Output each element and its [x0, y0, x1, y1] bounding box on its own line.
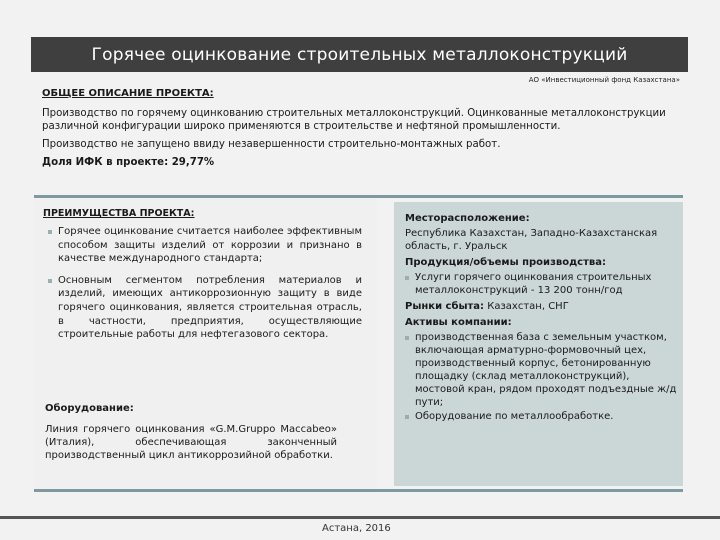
markets-text: Казахстан, СНГ — [487, 301, 569, 312]
overview-paragraph: Производство по горячему оцинкованию строительных металлоконструкций. Оцинкованные металлоконструкции различной конфигурации широко применяются в строительстве и нефтяной промышленности. — [42, 108, 666, 132]
footer-divider — [0, 516, 720, 519]
bullet-icon — [48, 279, 52, 283]
assets-heading: Активы компании: — [405, 317, 512, 328]
list-item — [405, 331, 677, 409]
organization-label: АО «Инвестиционный фонд Казахстана» — [528, 76, 680, 84]
list-item — [48, 274, 362, 342]
equipment-heading: Оборудование: — [45, 403, 134, 414]
markets-line — [405, 300, 677, 313]
overview-description — [42, 107, 682, 174]
list-item — [405, 410, 677, 423]
details-content — [405, 210, 677, 426]
products-list — [405, 271, 677, 297]
divider — [34, 195, 683, 198]
list-item-text: Горячее оцинкование считается наиболее эффективным способом защиты изделий от коррозии и признано в качестве международного стандарта; — [58, 226, 362, 265]
page-title — [31, 37, 688, 72]
footer-text: Астана, 2016 — [322, 523, 391, 534]
list-item-text: производственная база с земельным участком, включающая арматурно-формовочный цех, производственный корпус, бетонированную площадку (склад металлоконструкций), мостовой кран, рядом проходят подъездные ж/д пути; — [415, 332, 677, 408]
list-item-text: Услуги горячего оцинкования строительных металлоконструкций - 13 200 тонн/год — [415, 272, 652, 296]
bullet-icon — [48, 230, 52, 234]
bullet-icon — [405, 276, 409, 280]
advantages-heading: ПРЕИМУЩЕСТВА ПРОЕКТА: — [43, 208, 195, 219]
overview-heading: ОБЩЕЕ ОПИСАНИЕ ПРОЕКТА: — [42, 88, 214, 99]
advantages-list — [48, 225, 362, 350]
location-heading: Месторасположение: — [405, 213, 530, 224]
overview-paragraph: Производство не запущено ввиду незавершенности строительно-монтажных работ. — [42, 139, 501, 150]
products-heading: Продукция/объемы производства: — [405, 257, 606, 268]
list-item — [405, 271, 677, 297]
list-item-text: Оборудование по металлообработке. — [415, 411, 614, 422]
bullet-icon — [405, 336, 409, 340]
assets-list — [405, 331, 677, 423]
divider — [34, 489, 683, 492]
markets-heading: Рынки сбыта: — [405, 301, 485, 312]
location-text: Республика Казахстан, Западно-Казахстанская область, г. Уральск — [405, 228, 658, 252]
bullet-icon — [405, 415, 409, 419]
share-text: Доля ИФК в проекте: 29,77% — [42, 157, 215, 168]
title-text: Горячее оцинкование строительных металлоконструкций — [91, 44, 628, 65]
equipment-text: Линия горячего оцинкования «G.M.Gruppo Maccabeo» (Италия), обеспечивающая законченный производственный цикл антикоррозийной обработки. — [45, 424, 337, 461]
list-item — [48, 225, 362, 266]
list-item-text: Основным сегментом потребления материалов и изделий, имеющих антикоррозионную защиту в виде горячего оцинкования, является строительная отрасль, в частности, предприятия, осуществляющие строительные работы для нефтегазового сектора. — [58, 274, 362, 341]
